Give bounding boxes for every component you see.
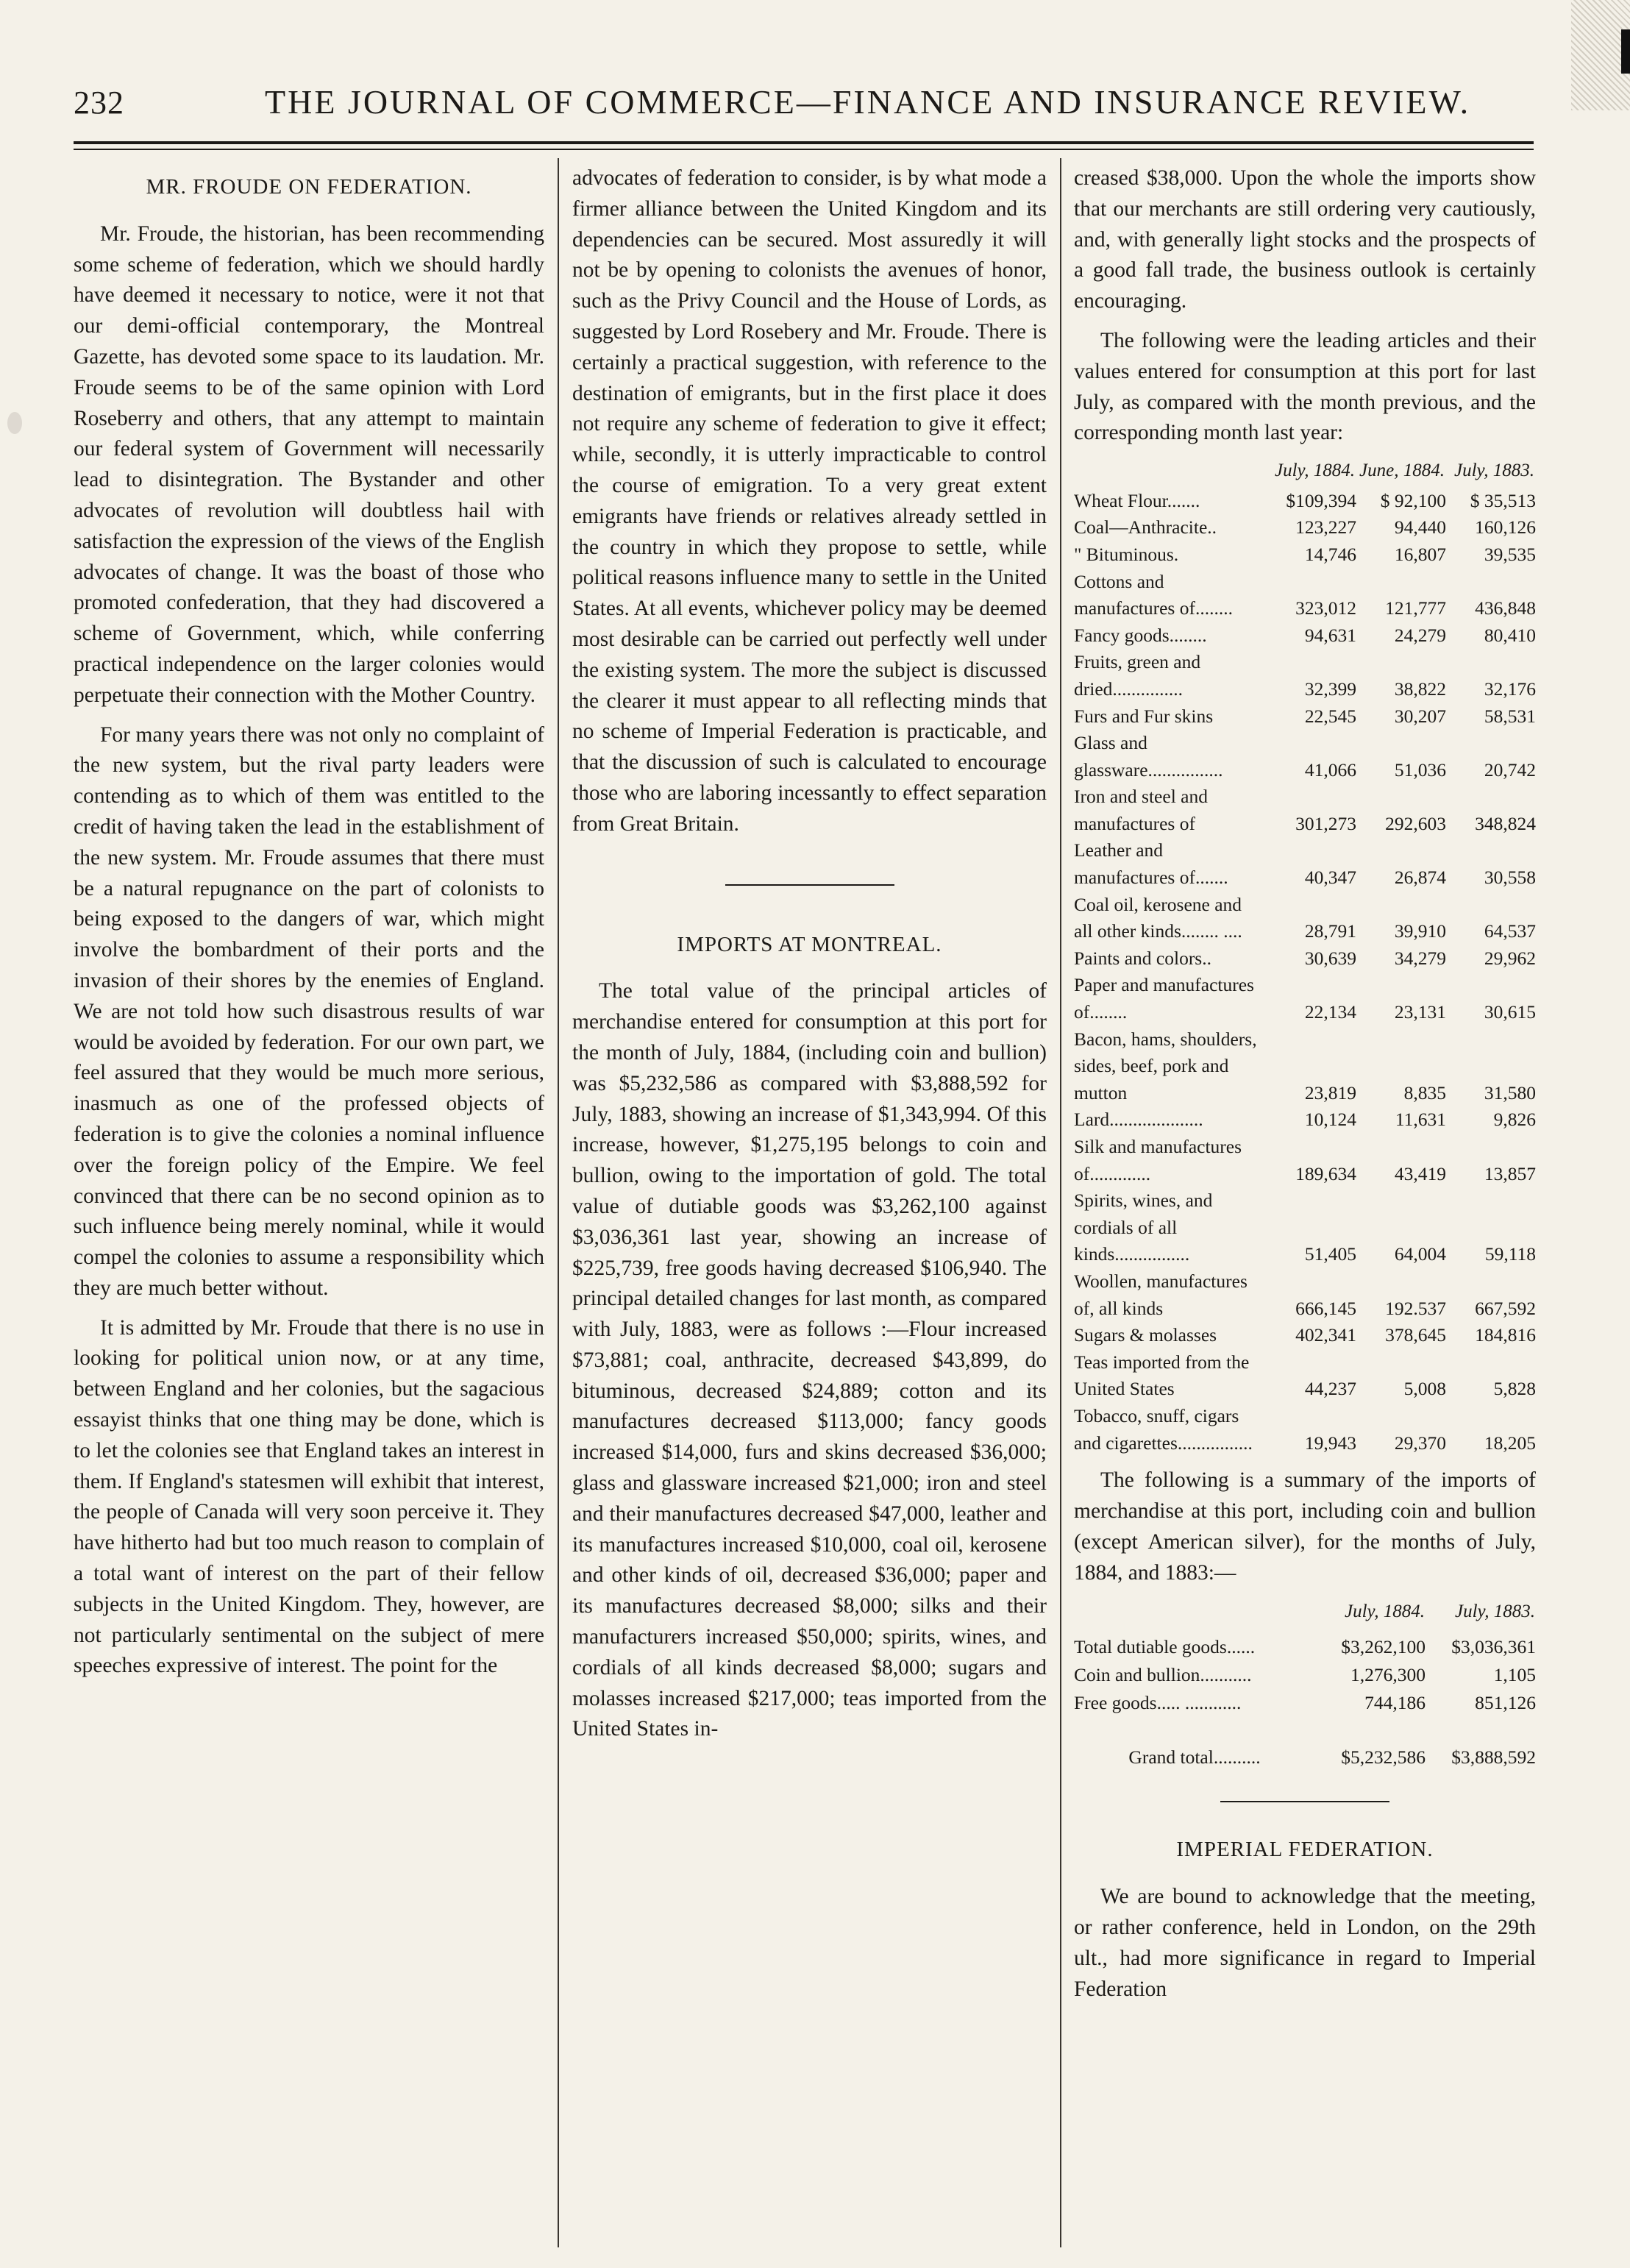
table-row	[1074, 972, 1536, 1025]
header-cell: July, 1883.	[1454, 1602, 1535, 1622]
summary-value: 1,105	[1493, 1664, 1536, 1686]
value-cell: 41,066	[1304, 758, 1356, 781]
summary-row	[1074, 1689, 1536, 1717]
froude-paragraph-4: advocates of federation to consider, is by what mode a firmer alliance between the United Kingdom and its dependencies can be secured. Most assuredly it will not be by opening to colonists the avenues of honor, such as the Privy Council and the House of Lords, as suggested by Lord Rosebery and Mr. Froude. There is certainly a practical suggestion, with reference to the destination of emigrants, but in the first place it does not require any scheme of federation to give it effect; while, secondly, it is utterly impracticable to control the course of emigration. To a very great extent emigrants have friends or relatives already settled in the country in which they propose to settle, while political reasons influence many to settle in the United States. At all events, whichever policy may be deemed most desirable can be carried out perfectly well under the existing system. The more the subject is discussed the clearer it must appear to all reflecting minds that no scheme of Imperial Federation is practicable, and that the discussion of such is calculated to encourage those who are laboring incessantly to effect separation from Great Britain.	[572, 166, 1047, 836]
total-value-1884: $5,232,586	[1341, 1746, 1426, 1768]
header-cell: July, 1884.	[1344, 1602, 1425, 1622]
table-row	[1074, 1403, 1536, 1457]
value-cell: 189,634	[1295, 1162, 1356, 1184]
value-cell: 51,405	[1304, 1243, 1356, 1265]
table-row	[1074, 703, 1536, 730]
table-row	[1074, 945, 1536, 973]
value-cell: 292,603	[1385, 812, 1446, 834]
article-label: Teas imported from the United States	[1074, 1351, 1250, 1400]
summary-value: $3,036,361	[1451, 1636, 1536, 1658]
header-cell: July, 1883.	[1453, 461, 1534, 481]
imports-paragraph-4: The following is a summary of the imports of merchandise at this port, including coin and bullion (except American silver), for the months of July, 1884, and 1883:—	[1074, 1468, 1536, 1585]
value-cell: 32,176	[1484, 678, 1536, 700]
page-header	[74, 79, 1534, 131]
value-cell: 123,227	[1295, 516, 1356, 538]
imports-paragraph-2: creased $38,000. Upon the whole the imports show that our merchants are still ordering very cautiously, and, with generally light stocks and the prospects of a good fall trade, the business outlook is certainly encouraging.	[1074, 166, 1536, 313]
value-cell: 301,273	[1295, 812, 1356, 834]
value-cell: 80,410	[1484, 624, 1536, 646]
article-label: Furs and Fur skins	[1074, 705, 1214, 727]
table-row	[1074, 622, 1536, 650]
header-rule-thin	[74, 149, 1534, 150]
value-cell: 16,807	[1394, 543, 1446, 565]
value-cell: 192.537	[1385, 1297, 1446, 1319]
article-label: Sugars & molasses	[1074, 1324, 1217, 1346]
table-row	[1074, 488, 1536, 515]
value-cell: 160,126	[1475, 516, 1536, 538]
table-row	[1074, 1187, 1536, 1268]
summary-row	[1074, 1633, 1536, 1661]
value-cell: 26,874	[1394, 867, 1446, 889]
article-label: Coal oil, kerosene and all other kinds........ ....	[1074, 893, 1242, 942]
value-cell: 18,205	[1484, 1432, 1536, 1454]
value-cell: 40,347	[1304, 867, 1356, 889]
value-cell: 94,440	[1394, 516, 1446, 538]
article-label: Iron and steel and manufactures of	[1074, 786, 1208, 834]
total-label: Grand total..........	[1128, 1746, 1261, 1768]
table-row	[1074, 514, 1536, 541]
column-3	[1074, 163, 1536, 2013]
value-cell: 22,134	[1304, 1001, 1356, 1023]
section-divider	[725, 884, 894, 886]
value-cell: 323,012	[1295, 597, 1356, 619]
value-cell: 5,828	[1493, 1378, 1536, 1400]
table-row	[1074, 649, 1536, 703]
table-row	[1074, 783, 1536, 837]
summary-table-header	[1074, 1597, 1536, 1633]
value-cell: 378,645	[1385, 1324, 1446, 1346]
value-cell: 30,558	[1484, 867, 1536, 889]
value-cell: 19,943	[1304, 1432, 1356, 1454]
value-cell: $ 92,100	[1380, 489, 1446, 511]
imperial-paragraph-1: We are bound to acknowledge that the meeting, or rather conference, held in London, on the 29th ult., had more significance in regard to Imperial Federation	[1074, 1885, 1536, 2001]
article-label: Fancy goods........	[1074, 624, 1207, 646]
value-cell: 667,592	[1475, 1297, 1536, 1319]
imports-table-header	[1074, 458, 1536, 488]
table-row	[1074, 1322, 1536, 1349]
froude-paragraph-1: Mr. Froude, the historian, has been recommending some scheme of federation, which we should hardly have deemed it necessary to notice, were it not that our demi-official contemporary, the Montreal Gazette, has devoted some space to its laudation. Mr. Froude seems to be of the same opinion with Lord Roseberry and others, that any attempt to maintain our federal system of Government will necessarily lead to disintegration. The Bystander and other advocates of revolution will doubtless hail with satisfaction the expression of the views of the English advocates of change. It was the boast of those who promoted confederation, that they had discovered a scheme of Government, which, while conferring practical independence on the larger colonies would perpetuate their connection with the Mother Country.	[74, 221, 544, 707]
table-row	[1074, 1134, 1536, 1187]
value-cell: 23,819	[1304, 1081, 1356, 1103]
article-label: Fruits, green and dried...............	[1074, 651, 1201, 700]
summary-value: 744,186	[1364, 1692, 1426, 1714]
header-cell: July, 1884.	[1274, 461, 1355, 481]
article-label: Lard....................	[1074, 1109, 1203, 1131]
table-row	[1074, 1268, 1536, 1322]
article-label: Spirits, wines, and cordials of all kinds................	[1074, 1190, 1213, 1265]
value-cell: 59,118	[1484, 1243, 1536, 1265]
article-label: " Bituminous.	[1074, 543, 1179, 565]
table-row	[1074, 1349, 1536, 1403]
article-title-imperial: IMPERIAL FEDERATION.	[1176, 1838, 1434, 1862]
value-cell: 58,531	[1484, 705, 1536, 727]
value-cell: 38,822	[1394, 678, 1446, 700]
table-row	[1074, 1106, 1536, 1134]
value-cell: 14,746	[1304, 543, 1356, 565]
value-cell: $109,394	[1286, 489, 1356, 511]
table-row	[1074, 892, 1536, 945]
value-cell: 30,615	[1484, 1001, 1536, 1023]
froude-paragraph-2: For many years there was not only no complaint of the new system, but the rival party leaders were contending as to which of them was entitled to the credit of having taken the lead in the establishment of the new system. Mr. Froude assumes that there must be a natural repugnance on the part of colonists to being exposed to the dangers of war, which might involve the bombardment of their ports and the invasion of their shores by the enemies of England. We are not told how such disastrous results of war would be avoided by federation. For our own part, we feel assured that they would be much more serious, inasmuch as one of the professed objects of federation is to give the colonies a nominal influence over the foreign policy of the Empire. We feel convinced that there can be no second opinion as to such influence being merely nominal, while it would compel the colonies to assume a responsibility which they are much better without.	[74, 722, 544, 1300]
value-cell: 64,004	[1394, 1243, 1446, 1265]
value-cell: 11,631	[1395, 1109, 1446, 1131]
value-cell: 184,816	[1475, 1324, 1536, 1346]
margin-smudge	[7, 412, 22, 434]
total-value-1883: $3,888,592	[1451, 1746, 1536, 1768]
article-label: Bacon, hams, shoulders, sides, beef, pork and mutton	[1074, 1028, 1257, 1103]
summary-value: $3,262,100	[1341, 1636, 1426, 1658]
value-cell: 8,835	[1403, 1081, 1446, 1103]
summary-table	[1074, 1597, 1536, 1771]
summary-total-row	[1074, 1717, 1536, 1771]
value-cell: 64,537	[1484, 920, 1536, 942]
article-title-imports: IMPORTS AT MONTREAL.	[677, 932, 942, 956]
value-cell: 23,131	[1394, 1001, 1446, 1023]
page-number: 232	[74, 85, 124, 121]
value-cell: 43,419	[1394, 1162, 1446, 1184]
table-row	[1074, 569, 1536, 622]
value-cell: 24,279	[1394, 624, 1446, 646]
value-cell: 32,399	[1304, 678, 1356, 700]
value-cell: 121,777	[1385, 597, 1446, 619]
summary-value: 1,276,300	[1350, 1664, 1426, 1686]
value-cell: 348,824	[1475, 812, 1536, 834]
value-cell: 9,826	[1493, 1109, 1536, 1131]
article-label: Coal—Anthracite..	[1074, 516, 1217, 538]
summary-label: Coin and bullion...........	[1074, 1664, 1252, 1686]
article-label: Leather and manufactures of.......	[1074, 839, 1228, 889]
value-cell: 39,910	[1394, 920, 1446, 942]
value-cell: 31,580	[1484, 1081, 1536, 1103]
imports-table	[1074, 458, 1536, 1457]
value-cell: 34,279	[1394, 947, 1446, 969]
value-cell: 10,124	[1304, 1109, 1356, 1131]
article-label: Paints and colors..	[1074, 947, 1211, 969]
value-cell: 94,631	[1304, 624, 1356, 646]
value-cell: 39,535	[1484, 543, 1536, 565]
article-label: Glass and glassware................	[1074, 732, 1223, 781]
article-label: Wheat Flour.......	[1074, 489, 1200, 511]
value-cell: 5,008	[1403, 1378, 1446, 1400]
value-cell: 30,207	[1394, 705, 1446, 727]
article-label: Woollen, manufactures of, all kinds	[1074, 1270, 1248, 1319]
value-cell: 436,848	[1475, 597, 1536, 619]
column-divider-1	[558, 158, 559, 2247]
value-cell: $ 35,513	[1470, 489, 1536, 511]
header-cell: June, 1884.	[1359, 461, 1445, 481]
value-cell: 666,145	[1295, 1297, 1356, 1319]
summary-label: Free goods..... ............	[1074, 1692, 1242, 1714]
section-divider	[1220, 1801, 1389, 1802]
header-cell	[1074, 458, 1267, 488]
table-row	[1074, 837, 1536, 891]
value-cell: 22,545	[1304, 705, 1356, 727]
header-rule-thick	[74, 141, 1534, 144]
article-label: Paper and manufactures of........	[1074, 974, 1254, 1023]
value-cell: 44,237	[1304, 1378, 1356, 1400]
value-cell: 28,791	[1304, 920, 1356, 942]
table-row	[1074, 730, 1536, 783]
article-title-froude: MR. FROUDE ON FEDERATION.	[146, 175, 472, 199]
value-cell: 30,639	[1304, 947, 1356, 969]
value-cell: 29,962	[1484, 947, 1536, 969]
imports-paragraph-3: The following were the leading articles and their values entered for consumption at this port for last July, as compared with the month previous, and the corresponding month last year:	[1074, 328, 1536, 445]
summary-row	[1074, 1661, 1536, 1689]
froude-paragraph-3: It is admitted by Mr. Froude that there is no use in looking for political union now, or at any time, between England and her colonies, but the sagacious essayist thinks that one thing may be done, which is to let the colonies see that England takes an interest in them. If England's statesmen will exhibit that interest, the people of Canada will very soon perceive it. They have hitherto had but too much reason to complain of a total want of interest on the part of their fellow subjects in the United Kingdom. They, however, are not particularly sentimental on the subject of mere speeches expressive of interest. The point for the	[74, 1315, 544, 1678]
column-2	[572, 163, 1047, 1754]
value-cell: 20,742	[1484, 758, 1536, 781]
table-row	[1074, 1026, 1536, 1107]
column-1	[74, 163, 544, 1691]
running-title: THE JOURNAL OF COMMERCE—FINANCE AND INSURANCE REVIEW.	[265, 83, 1471, 121]
table-row	[1074, 541, 1536, 569]
summary-label: Total dutiable goods......	[1074, 1636, 1256, 1658]
column-divider-2	[1060, 158, 1061, 2247]
header-cell	[1074, 1597, 1315, 1633]
article-label: Cottons and manufactures of........	[1074, 570, 1233, 619]
value-cell: 29,370	[1394, 1432, 1446, 1454]
value-cell: 51,036	[1394, 758, 1446, 781]
summary-value: 851,126	[1475, 1692, 1536, 1714]
imports-paragraph-1: The total value of the principal articles of merchandise entered for consumption at this port for the month of July, 1884, (including coin and bullion) was $5,232,586 as compared with $3,888,592 for July, 1883, showing an increase of $1,343,994. Of this increase, however, $1,275,195 belongs to coin and bullion, owing to the importation of gold. The total value of dutiable goods was $3,262,100 against $3,036,361 last year, showing an increase of $225,739, free goods having decreased $106,940. The principal detailed changes for last month, as compared with July, 1883, were as follows :—Flour increased $73,881; coal, anthracite, decreased $43,899, do bituminous, decreased $24,889; cotton and its manufactures decreased $113,000; fancy goods increased $14,000, furs and skins decreased $36,000; glass and glassware increased $21,000; iron and steel and their manufactures decreased $47,000, leather and its manufactures increased $10,000, coal oil, kerosene and other kinds of oil, decreased $36,000; paper and its manufactures decreased $8,000; silks and their manufacturers increased $50,000; spirits, wines, and cordials of all kinds decreased $8,000; sugars and molasses increased $217,000; teas imported from the United States in-	[572, 979, 1047, 1741]
article-label: Silk and manufactures of.............	[1074, 1136, 1242, 1184]
value-cell: 13,857	[1484, 1162, 1536, 1184]
page-edge-mark	[1621, 29, 1630, 74]
article-label: Tobacco, snuff, cigars and cigarettes................	[1074, 1404, 1253, 1454]
value-cell: 402,341	[1295, 1324, 1356, 1346]
